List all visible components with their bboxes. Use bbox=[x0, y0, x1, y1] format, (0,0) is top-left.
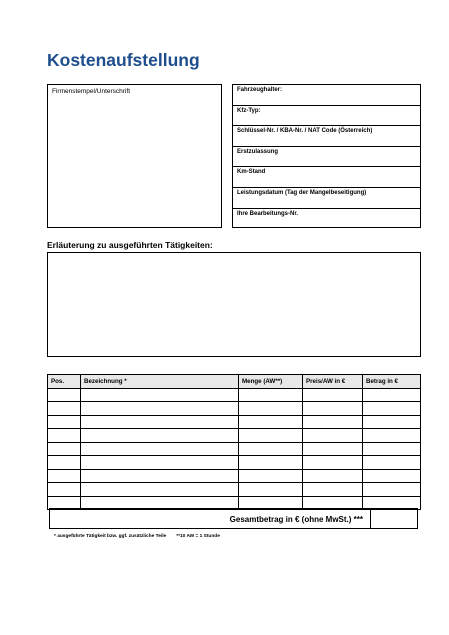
col-header-price-per-aw: Preis/AW in € bbox=[303, 375, 363, 389]
pos-cell[interactable] bbox=[48, 456, 81, 470]
pos-cell[interactable] bbox=[48, 469, 81, 483]
table-row bbox=[48, 415, 421, 429]
quantity-cell[interactable] bbox=[239, 442, 303, 456]
table-row bbox=[48, 402, 421, 416]
vehicle-info-grid bbox=[232, 84, 421, 228]
table-row bbox=[48, 456, 421, 470]
total-label: Gesamtbetrag in € (ohne MwSt.) *** bbox=[229, 515, 363, 524]
table-row bbox=[48, 442, 421, 456]
amount-cell[interactable] bbox=[363, 415, 421, 429]
page-title: Kostenaufstellung bbox=[47, 50, 200, 70]
price-cell[interactable] bbox=[303, 388, 363, 402]
quantity-cell[interactable] bbox=[239, 456, 303, 470]
description-cell[interactable] bbox=[81, 483, 239, 497]
quantity-cell[interactable] bbox=[239, 483, 303, 497]
key-number-field[interactable] bbox=[233, 126, 420, 147]
description-cell[interactable] bbox=[81, 469, 239, 483]
quantity-cell[interactable] bbox=[239, 469, 303, 483]
price-cell[interactable] bbox=[303, 469, 363, 483]
price-cell[interactable] bbox=[303, 429, 363, 443]
reference-number-field[interactable] bbox=[233, 209, 420, 229]
total-row bbox=[49, 508, 418, 529]
mileage-field[interactable] bbox=[233, 167, 420, 188]
pos-cell[interactable] bbox=[48, 415, 81, 429]
table-row bbox=[48, 388, 421, 402]
vehicle-owner-label: Fahrzeughalter: bbox=[237, 87, 283, 93]
service-date-label: Leistungsdatum (Tag der Mangelbeseitigung) bbox=[237, 190, 367, 196]
footnote-aw-unit: **10 AW = 1 Stunde bbox=[176, 534, 220, 539]
amount-cell[interactable] bbox=[363, 469, 421, 483]
quantity-cell[interactable] bbox=[239, 429, 303, 443]
table-row bbox=[48, 469, 421, 483]
table-header-row bbox=[48, 375, 421, 389]
quantity-cell[interactable] bbox=[239, 388, 303, 402]
col-header-quantity: Menge (AW**) bbox=[239, 375, 303, 389]
company-stamp-field[interactable] bbox=[47, 84, 222, 228]
pos-cell[interactable] bbox=[48, 442, 81, 456]
pos-cell[interactable] bbox=[48, 388, 81, 402]
footnote-activity: * ausgeführte Tätigkeit bzw. ggf. zusätzliche Teile bbox=[54, 534, 167, 539]
pos-cell[interactable] bbox=[48, 483, 81, 497]
price-cell[interactable] bbox=[303, 456, 363, 470]
stamp-label: Firmenstempel/Unterschrift bbox=[52, 88, 131, 95]
price-cell[interactable] bbox=[303, 415, 363, 429]
description-cell[interactable] bbox=[81, 402, 239, 416]
amount-cell[interactable] bbox=[363, 483, 421, 497]
description-cell[interactable] bbox=[81, 456, 239, 470]
col-header-pos: Pos. bbox=[48, 375, 81, 389]
vehicle-owner-field[interactable] bbox=[233, 85, 420, 106]
amount-cell[interactable] bbox=[363, 456, 421, 470]
pos-cell[interactable] bbox=[48, 429, 81, 443]
description-cell[interactable] bbox=[81, 429, 239, 443]
first-registration-label: Erstzulassung bbox=[237, 148, 279, 155]
amount-cell[interactable] bbox=[363, 442, 421, 456]
col-header-description: Bezeichnung * bbox=[81, 375, 239, 389]
price-cell[interactable] bbox=[303, 442, 363, 456]
explanation-textarea[interactable] bbox=[47, 252, 421, 357]
pos-cell[interactable] bbox=[48, 402, 81, 416]
description-cell[interactable] bbox=[81, 415, 239, 429]
description-cell[interactable] bbox=[81, 442, 239, 456]
vehicle-type-field[interactable] bbox=[233, 106, 420, 127]
amount-cell[interactable] bbox=[363, 402, 421, 416]
explanation-title: Erläuterung zu ausgeführten Tätigkeiten: bbox=[47, 240, 213, 250]
vehicle-type-label: Kfz-Typ: bbox=[237, 107, 261, 114]
table-row bbox=[48, 483, 421, 497]
cost-items-table bbox=[47, 374, 421, 510]
total-amount-field[interactable] bbox=[370, 509, 417, 528]
reference-number-label: Ihre Bearbeitungs-Nr. bbox=[237, 210, 299, 217]
footnotes bbox=[54, 534, 220, 539]
first-registration-field[interactable] bbox=[233, 147, 420, 168]
key-number-label: Schlüssel-Nr. / KBA-Nr. / NAT Code (Österreich) bbox=[237, 128, 373, 135]
service-date-field[interactable] bbox=[233, 188, 420, 209]
amount-cell[interactable] bbox=[363, 429, 421, 443]
price-cell[interactable] bbox=[303, 483, 363, 497]
price-cell[interactable] bbox=[303, 402, 363, 416]
quantity-cell[interactable] bbox=[239, 402, 303, 416]
quantity-cell[interactable] bbox=[239, 415, 303, 429]
amount-cell[interactable] bbox=[363, 388, 421, 402]
table-row bbox=[48, 429, 421, 443]
description-cell[interactable] bbox=[81, 388, 239, 402]
col-header-amount: Betrag in € bbox=[363, 375, 421, 389]
mileage-label: Km-Stand bbox=[237, 169, 266, 176]
